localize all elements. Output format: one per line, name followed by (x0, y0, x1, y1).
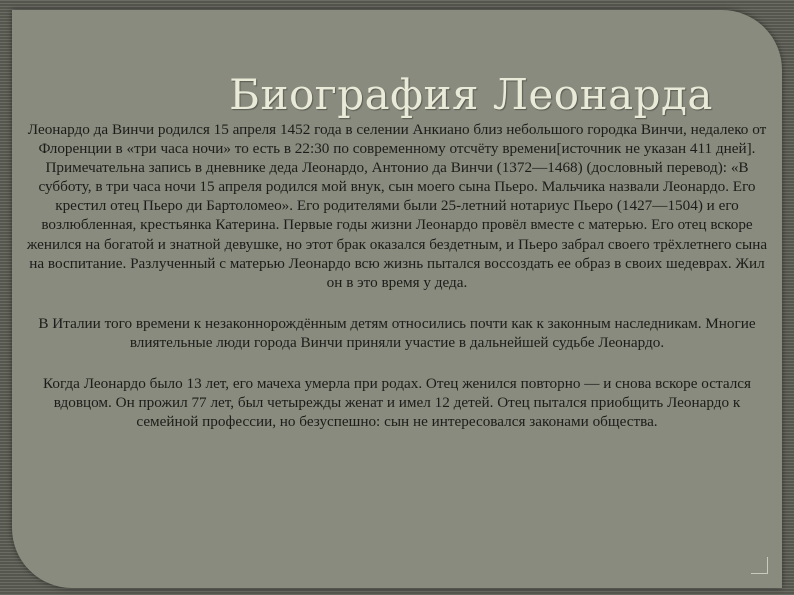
paragraph-family: Когда Леонардо было 13 лет, его мачеха умерла при родах. Отец женился повторно — и снова вскоре остался вдовцом. Он прожил 77 лет, был четырежды женат и имел 12 детей. Отец пытался приобщить Леонардо к семейной профессии, но безуспешно: сын не интересовался законами общества. (42, 375, 751, 431)
slide-title: Биография Леонарда (229, 70, 713, 119)
corner-decoration (751, 557, 768, 574)
slide-panel (12, 10, 782, 588)
paragraph-italy: В Италии того времени к незаконнорождённым детям относились почти как к законным наследникам. Многие влиятельные люди города Винчи приняли участие в дальнейшей судьбе Леонардо. (38, 314, 756, 351)
slide-body (24, 120, 770, 431)
paragraph-birth: Леонардо да Винчи родился 15 апреля 1452 года в селении Анкиано близ небольшого городка Винчи, недалеко от Флоренции в «три часа ночи» то есть в 22:30 по современному отсчёту времени[источник не указан 411 дней]. Примечательна запись в дневнике деда Леонардо, Антонио да Винчи (1372—1468) (дословный перевод): «В субботу, в три часа ночи 15 апреля родился мой внук, сын моего сына Пьеро. Мальчика назвали Леонардо. Его крестил отец Пьеро ди Бартоломео». Его родителями были 25-летний нотариус Пьеро (1427—1504) и его возлюбленная, крестьянка Катерина. Первые годы жизни Леонардо провёл вместе с матерью. Его отец вскоре женился на богатой и знатной девушке, но этот брак оказался бездетным, и Пьеро забрал своего трёхлетнего сына на воспитание. Разлученный с матерью Леонардо всю жизнь пытался воссоздать ее образ в своих шедеврах. Жил он в это время у деда. (26, 121, 768, 291)
